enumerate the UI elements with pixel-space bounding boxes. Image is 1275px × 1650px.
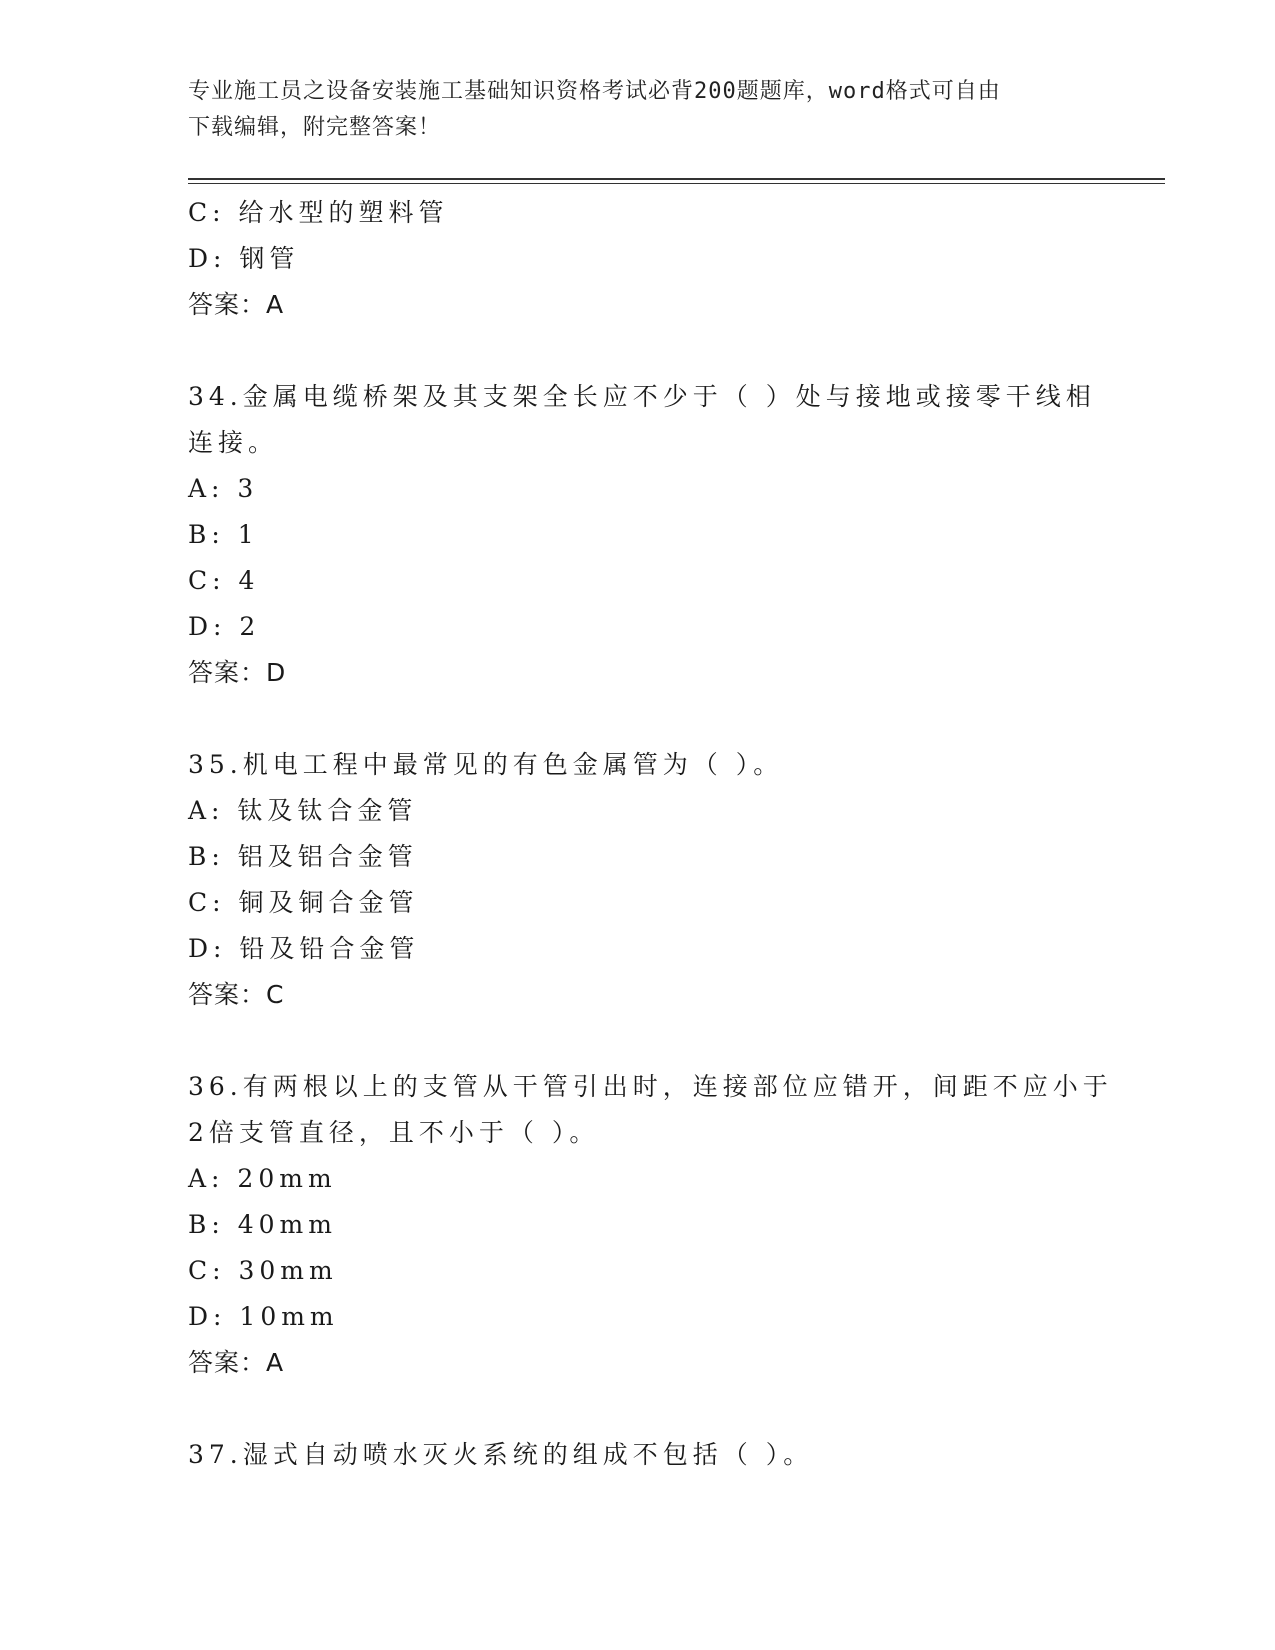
question-36 (188, 1064, 1113, 1386)
option-a: A: 3 (188, 474, 259, 503)
header-line-2: 下载编辑，附完整答案！ (188, 115, 442, 140)
answer-line: 答案：C (188, 980, 285, 1009)
question-stem-line: 34.金属电缆桥架及其支架全长应不少于（ ）处与接地或接零干线相 (188, 382, 1096, 411)
question-35 (188, 742, 1088, 1018)
option-b: B: 1 (188, 520, 259, 549)
option-d: D: 钢管 (188, 244, 300, 273)
option-c: C: 30mm (188, 1256, 338, 1285)
option-c: C: 铜及铜合金管 (188, 888, 419, 917)
header-divider-thin (188, 183, 1165, 184)
option-c: C: 4 (188, 566, 260, 595)
option-b: B: 铝及铝合金管 (188, 842, 418, 871)
document-header (188, 74, 1068, 146)
question-stem-line: 连接。 (188, 428, 279, 457)
option-c: C: 给水型的塑料管 (188, 198, 449, 227)
answer-line: 答案：A (188, 290, 285, 319)
option-d: D: 铅及铅合金管 (188, 934, 420, 963)
option-a: A: 20mm (188, 1164, 337, 1193)
header-line-1: 专业施工员之设备安装施工基础知识资格考试必背200题题库，word格式可自由 (188, 79, 1001, 104)
option-a: A: 钛及钛合金管 (188, 796, 418, 825)
header-divider-thick (188, 178, 1165, 180)
option-b: B: 40mm (188, 1210, 337, 1239)
question-stem-line: 2倍支管直径，且不小于（ ）。 (188, 1118, 600, 1147)
question-34 (188, 374, 1096, 696)
question-stem-line: 37.湿式自动喷水灭火系统的组成不包括（ ）。 (188, 1440, 814, 1469)
continued-question (188, 190, 1088, 328)
answer-line: 答案：A (188, 1348, 285, 1377)
question-content (188, 190, 1113, 1478)
question-stem-line: 36.有两根以上的支管从干管引出时，连接部位应错开，间距不应小于 (188, 1072, 1113, 1101)
option-d: D: 2 (188, 612, 261, 641)
question-stem-line: 35.机电工程中最常见的有色金属管为（ ）。 (188, 750, 784, 779)
answer-line: 答案：D (188, 658, 287, 687)
question-37 (188, 1432, 1088, 1478)
option-d: D: 10mm (188, 1302, 339, 1331)
